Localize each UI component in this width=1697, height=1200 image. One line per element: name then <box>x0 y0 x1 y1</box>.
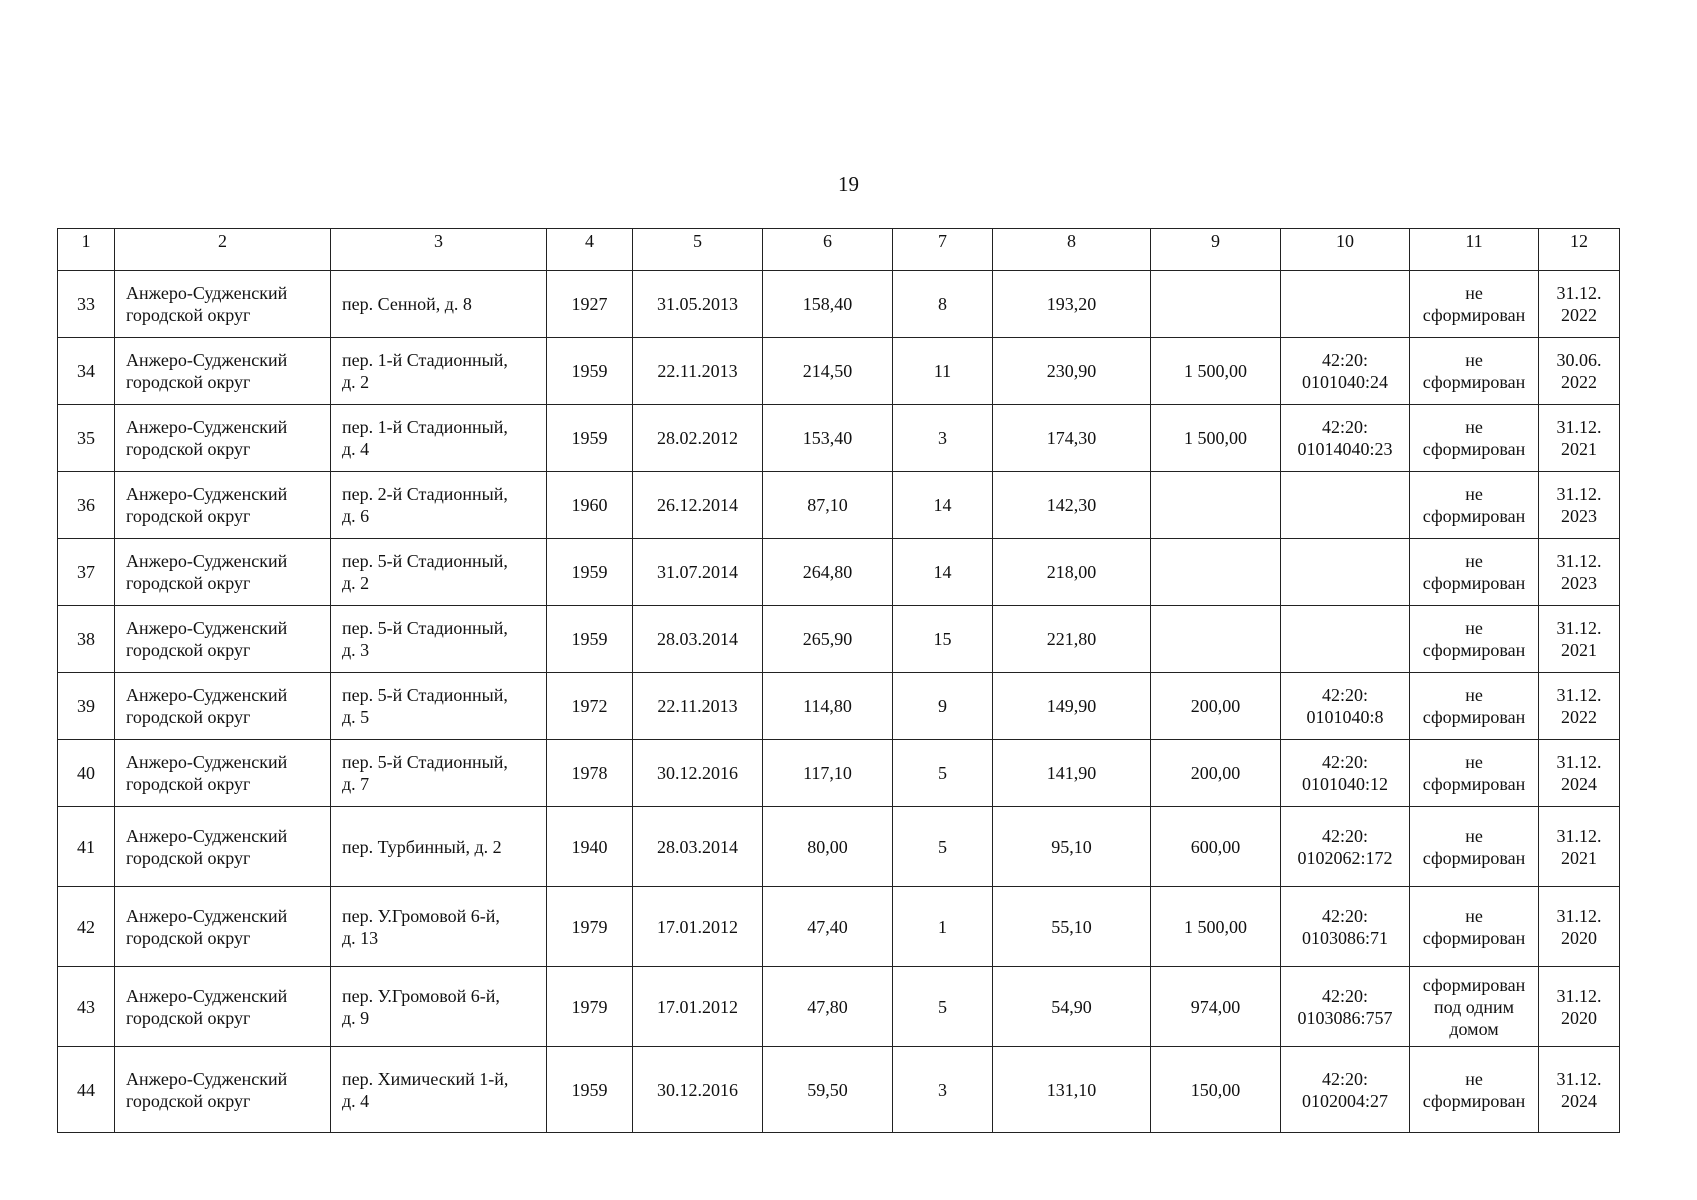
land-area-cell: 200,00 <box>1151 740 1281 807</box>
cadastral-number-cell <box>1281 673 1410 740</box>
column-header: 4 <box>547 229 633 271</box>
address-text: д. 4 <box>342 1090 370 1111</box>
column-header: 3 <box>331 229 547 271</box>
total-area-cell: 149,90 <box>993 673 1151 740</box>
land-area-cell: 1 500,00 <box>1151 887 1281 967</box>
municipality-text: Анжеро-Судженский <box>126 283 288 303</box>
area-cell: 47,40 <box>763 887 893 967</box>
address-text: д. 2 <box>342 372 370 392</box>
deadline-cell <box>1539 740 1620 807</box>
area-cell: 87,10 <box>763 472 893 539</box>
column-number-row <box>58 229 1620 271</box>
municipality-text: Анжеро-Судженский <box>126 905 288 926</box>
inspection-date-cell: 17.01.2012 <box>633 967 763 1047</box>
municipality-cell <box>115 807 331 887</box>
municipality-text: Анжеро-Судженский <box>126 417 288 437</box>
deadline-text: 31.12. <box>1556 825 1602 846</box>
land-plot-status-text: сформирован <box>1422 1090 1526 1111</box>
row-number-cell: 40 <box>58 740 115 807</box>
year-built-cell: 1959 <box>547 606 633 673</box>
row-number-cell: 39 <box>58 673 115 740</box>
municipality-cell <box>115 405 331 472</box>
deadline-cell <box>1539 967 1620 1047</box>
column-header: 7 <box>893 229 993 271</box>
column-header: 1 <box>58 229 115 271</box>
cadastral-number-text: 42:20: <box>1321 417 1368 437</box>
land-area-cell: 1 500,00 <box>1151 338 1281 405</box>
address-cell <box>331 338 547 405</box>
deadline-text: 2022 <box>1561 707 1597 727</box>
year-built-cell: 1959 <box>547 405 633 472</box>
address-text: пер. Турбинный, д. 2 <box>342 836 502 857</box>
municipality-text: Анжеро-Судженский <box>126 752 288 772</box>
area-cell: 47,80 <box>763 967 893 1047</box>
column-header: 5 <box>633 229 763 271</box>
land-plot-status-cell <box>1410 673 1539 740</box>
land-plot-status-text: сформирован <box>1422 707 1526 727</box>
address-cell <box>331 405 547 472</box>
total-area-cell: 131,10 <box>993 1047 1151 1133</box>
deadline-text: 2022 <box>1561 305 1597 325</box>
deadline-cell <box>1539 887 1620 967</box>
table-row <box>58 887 1620 967</box>
address-text: пер. 5-й Стадионный, <box>342 752 508 772</box>
cadastral-number-text: 0101040:8 <box>1306 707 1384 727</box>
municipality-text: городской округ <box>126 305 251 325</box>
cadastral-number-text: 42:20: <box>1321 752 1368 772</box>
address-cell <box>331 271 547 338</box>
address-text: д. 4 <box>342 439 370 459</box>
total-area-cell: 141,90 <box>993 740 1151 807</box>
area-cell: 265,90 <box>763 606 893 673</box>
housing-registry-table <box>57 228 1620 1133</box>
land-plot-status-text: сформирован <box>1422 640 1526 660</box>
land-area-cell: 1 500,00 <box>1151 405 1281 472</box>
municipality-text: Анжеро-Судженский <box>126 618 288 638</box>
address-text: пер. 5-й Стадионный, <box>342 551 508 571</box>
deadline-text: 31.12. <box>1556 1068 1602 1089</box>
residents-count-cell: 5 <box>893 967 993 1047</box>
cadastral-number-text: 0103086:757 <box>1297 1007 1393 1028</box>
residents-count-cell: 9 <box>893 673 993 740</box>
total-area-cell: 218,00 <box>993 539 1151 606</box>
deadline-cell <box>1539 1047 1620 1133</box>
table-row <box>58 539 1620 606</box>
deadline-cell <box>1539 606 1620 673</box>
land-plot-status-cell <box>1410 740 1539 807</box>
column-header: 11 <box>1410 229 1539 271</box>
row-number-cell: 33 <box>58 271 115 338</box>
land-plot-status-text: не <box>1465 484 1483 504</box>
total-area-cell: 142,30 <box>993 472 1151 539</box>
address-text: пер. У.Громовой 6-й, <box>342 905 500 926</box>
land-plot-status-cell <box>1410 472 1539 539</box>
year-built-cell: 1972 <box>547 673 633 740</box>
area-cell: 117,10 <box>763 740 893 807</box>
table-body <box>58 229 1620 1133</box>
municipality-text: Анжеро-Судженский <box>126 985 288 1006</box>
land-area-cell: 600,00 <box>1151 807 1281 887</box>
address-text: пер. Сенной, д. 8 <box>342 294 472 314</box>
year-built-cell: 1959 <box>547 1047 633 1133</box>
land-plot-status-cell <box>1410 405 1539 472</box>
residents-count-cell: 11 <box>893 338 993 405</box>
address-text: пер. 1-й Стадионный, <box>342 417 508 437</box>
cadastral-number-cell <box>1281 807 1410 887</box>
address-text: пер. 5-й Стадионный, <box>342 618 508 638</box>
land-plot-status-text: сформирован <box>1422 372 1526 392</box>
land-plot-status-text: сформирован <box>1422 439 1526 459</box>
total-area-cell: 174,30 <box>993 405 1151 472</box>
year-built-cell: 1978 <box>547 740 633 807</box>
land-area-cell <box>1151 606 1281 673</box>
residents-count-cell: 1 <box>893 887 993 967</box>
deadline-text: 31.12. <box>1556 905 1602 926</box>
year-built-cell: 1960 <box>547 472 633 539</box>
land-plot-status-text: не <box>1465 1068 1483 1089</box>
inspection-date-cell: 28.02.2012 <box>633 405 763 472</box>
year-built-cell: 1927 <box>547 271 633 338</box>
land-plot-status-text: сформирован <box>1422 506 1526 526</box>
municipality-cell <box>115 472 331 539</box>
cadastral-number-cell <box>1281 405 1410 472</box>
residents-count-cell: 3 <box>893 1047 993 1133</box>
column-header: 8 <box>993 229 1151 271</box>
row-number-cell: 43 <box>58 967 115 1047</box>
column-header: 6 <box>763 229 893 271</box>
cadastral-number-text: 42:20: <box>1321 1068 1368 1089</box>
municipality-text: городской округ <box>126 707 251 727</box>
deadline-text: 31.12. <box>1556 752 1602 772</box>
municipality-cell <box>115 338 331 405</box>
land-plot-status-cell <box>1410 1047 1539 1133</box>
municipality-text: Анжеро-Судженский <box>126 825 288 846</box>
inspection-date-cell: 31.07.2014 <box>633 539 763 606</box>
deadline-text: 2020 <box>1561 927 1597 948</box>
land-plot-status-text: не <box>1465 618 1483 638</box>
address-cell <box>331 539 547 606</box>
deadline-text: 2021 <box>1561 847 1597 868</box>
deadline-text: 2023 <box>1561 506 1597 526</box>
municipality-text: Анжеро-Судженский <box>126 1068 288 1089</box>
land-plot-status-text: сформирован <box>1422 974 1526 995</box>
address-text: пер. 5-й Стадионный, <box>342 685 508 705</box>
inspection-date-cell: 17.01.2012 <box>633 887 763 967</box>
deadline-text: 31.12. <box>1556 283 1602 303</box>
address-text: д. 2 <box>342 573 370 593</box>
municipality-text: городской округ <box>126 506 251 526</box>
municipality-cell <box>115 539 331 606</box>
area-cell: 158,40 <box>763 271 893 338</box>
municipality-cell <box>115 673 331 740</box>
land-plot-status-text: не <box>1465 283 1483 303</box>
address-text: пер. Химический 1-й, <box>342 1068 509 1089</box>
land-plot-status-text: сформирован <box>1422 847 1526 868</box>
cadastral-number-text: 42:20: <box>1321 350 1368 370</box>
cadastral-number-cell <box>1281 1047 1410 1133</box>
address-cell <box>331 887 547 967</box>
cadastral-number-text: 01014040:23 <box>1297 439 1393 459</box>
address-text: д. 3 <box>342 640 370 660</box>
municipality-text: городской округ <box>126 640 251 660</box>
cadastral-number-cell <box>1281 539 1410 606</box>
column-header: 9 <box>1151 229 1281 271</box>
deadline-cell <box>1539 539 1620 606</box>
year-built-cell: 1959 <box>547 338 633 405</box>
land-plot-status-text: не <box>1465 752 1483 772</box>
deadline-text: 2023 <box>1561 573 1597 593</box>
land-area-cell: 150,00 <box>1151 1047 1281 1133</box>
deadline-text: 31.12. <box>1556 551 1602 571</box>
total-area-cell: 55,10 <box>993 887 1151 967</box>
municipality-cell <box>115 1047 331 1133</box>
column-header: 2 <box>115 229 331 271</box>
row-number-cell: 35 <box>58 405 115 472</box>
land-area-cell: 974,00 <box>1151 967 1281 1047</box>
land-plot-status-cell <box>1410 271 1539 338</box>
total-area-cell: 95,10 <box>993 807 1151 887</box>
land-plot-status-cell <box>1410 539 1539 606</box>
deadline-text: 2021 <box>1561 439 1597 459</box>
residents-count-cell: 5 <box>893 740 993 807</box>
land-area-cell <box>1151 539 1281 606</box>
cadastral-number-cell <box>1281 338 1410 405</box>
residents-count-cell: 14 <box>893 472 993 539</box>
address-cell <box>331 807 547 887</box>
land-plot-status-text: не <box>1465 825 1483 846</box>
cadastral-number-text: 0102004:27 <box>1301 1090 1388 1111</box>
municipality-cell <box>115 271 331 338</box>
address-cell <box>331 673 547 740</box>
address-cell <box>331 606 547 673</box>
deadline-cell <box>1539 271 1620 338</box>
inspection-date-cell: 28.03.2014 <box>633 606 763 673</box>
deadline-text: 2024 <box>1561 774 1597 794</box>
cadastral-number-cell <box>1281 271 1410 338</box>
address-text: д. 6 <box>342 506 370 526</box>
deadline-text: 31.12. <box>1556 985 1602 1006</box>
land-area-cell <box>1151 271 1281 338</box>
row-number-cell: 41 <box>58 807 115 887</box>
address-text: д. 13 <box>342 927 379 948</box>
residents-count-cell: 8 <box>893 271 993 338</box>
land-plot-status-text: не <box>1465 905 1483 926</box>
cadastral-number-text: 42:20: <box>1321 985 1368 1006</box>
address-cell <box>331 967 547 1047</box>
total-area-cell: 230,90 <box>993 338 1151 405</box>
municipality-text: городской округ <box>126 927 251 948</box>
deadline-text: 31.12. <box>1556 417 1602 437</box>
municipality-text: городской округ <box>126 774 251 794</box>
deadline-cell <box>1539 338 1620 405</box>
deadline-cell <box>1539 673 1620 740</box>
column-header: 10 <box>1281 229 1410 271</box>
deadline-text: 30.06. <box>1556 350 1602 370</box>
address-text: пер. 2-й Стадионный, <box>342 484 508 504</box>
deadline-cell <box>1539 807 1620 887</box>
table-row <box>58 967 1620 1047</box>
land-area-cell <box>1151 472 1281 539</box>
deadline-text: 31.12. <box>1556 685 1602 705</box>
land-plot-status-text: не <box>1465 350 1483 370</box>
land-area-cell: 200,00 <box>1151 673 1281 740</box>
land-plot-status-cell <box>1410 967 1539 1047</box>
table-row <box>58 338 1620 405</box>
land-plot-status-cell <box>1410 606 1539 673</box>
residents-count-cell: 5 <box>893 807 993 887</box>
cadastral-number-text: 0102062:172 <box>1297 847 1393 868</box>
address-text: пер. У.Громовой 6-й, <box>342 985 500 1006</box>
table-row <box>58 807 1620 887</box>
total-area-cell: 54,90 <box>993 967 1151 1047</box>
municipality-cell <box>115 606 331 673</box>
cadastral-number-text: 0101040:12 <box>1301 774 1388 794</box>
area-cell: 80,00 <box>763 807 893 887</box>
cadastral-number-cell <box>1281 606 1410 673</box>
year-built-cell: 1979 <box>547 967 633 1047</box>
cadastral-number-text: 42:20: <box>1321 825 1368 846</box>
row-number-cell: 34 <box>58 338 115 405</box>
deadline-text: 2022 <box>1561 372 1597 392</box>
table-row <box>58 472 1620 539</box>
deadline-text: 2024 <box>1561 1090 1597 1111</box>
deadline-text: 31.12. <box>1556 484 1602 504</box>
cadastral-number-cell <box>1281 740 1410 807</box>
land-plot-status-cell <box>1410 807 1539 887</box>
deadline-text: 2020 <box>1561 1007 1597 1028</box>
land-plot-status-cell <box>1410 887 1539 967</box>
municipality-text: городской округ <box>126 847 251 868</box>
address-cell <box>331 472 547 539</box>
row-number-cell: 44 <box>58 1047 115 1133</box>
table-row <box>58 1047 1620 1133</box>
row-number-cell: 36 <box>58 472 115 539</box>
residents-count-cell: 14 <box>893 539 993 606</box>
inspection-date-cell: 22.11.2013 <box>633 338 763 405</box>
row-number-cell: 38 <box>58 606 115 673</box>
inspection-date-cell: 30.12.2016 <box>633 1047 763 1133</box>
cadastral-number-text: 0101040:24 <box>1301 372 1388 392</box>
land-plot-status-text: сформирован <box>1422 305 1526 325</box>
land-plot-status-text: не <box>1465 417 1483 437</box>
deadline-text: 31.12. <box>1556 618 1602 638</box>
inspection-date-cell: 31.05.2013 <box>633 271 763 338</box>
column-header: 12 <box>1539 229 1620 271</box>
total-area-cell: 193,20 <box>993 271 1151 338</box>
inspection-date-cell: 22.11.2013 <box>633 673 763 740</box>
municipality-cell <box>115 740 331 807</box>
municipality-text: Анжеро-Судженский <box>126 350 288 370</box>
year-built-cell: 1940 <box>547 807 633 887</box>
cadastral-number-cell <box>1281 472 1410 539</box>
address-text: д. 5 <box>342 707 370 727</box>
land-plot-status-cell <box>1410 338 1539 405</box>
land-plot-status-text: под одним <box>1433 996 1515 1017</box>
table-row <box>58 740 1620 807</box>
address-text: д. 9 <box>342 1007 370 1028</box>
land-plot-status-text: не <box>1465 551 1483 571</box>
municipality-text: городской округ <box>126 372 251 392</box>
cadastral-number-text: 42:20: <box>1321 905 1368 926</box>
total-area-cell: 221,80 <box>993 606 1151 673</box>
address-text: пер. 1-й Стадионный, <box>342 350 508 370</box>
cadastral-number-cell <box>1281 887 1410 967</box>
page-number: 19 <box>838 172 859 196</box>
land-plot-status-text: сформирован <box>1422 927 1526 948</box>
deadline-cell <box>1539 405 1620 472</box>
cadastral-number-cell <box>1281 967 1410 1047</box>
municipality-text: Анжеро-Судженский <box>126 551 288 571</box>
row-number-cell: 42 <box>58 887 115 967</box>
address-text: д. 7 <box>342 774 370 794</box>
inspection-date-cell: 26.12.2014 <box>633 472 763 539</box>
address-cell <box>331 1047 547 1133</box>
municipality-cell <box>115 967 331 1047</box>
address-cell <box>331 740 547 807</box>
area-cell: 264,80 <box>763 539 893 606</box>
area-cell: 214,50 <box>763 338 893 405</box>
municipality-text: Анжеро-Судженский <box>126 685 288 705</box>
row-number-cell: 37 <box>58 539 115 606</box>
residents-count-cell: 15 <box>893 606 993 673</box>
land-plot-status-text: сформирован <box>1422 573 1526 593</box>
municipality-text: городской округ <box>126 1090 251 1111</box>
inspection-date-cell: 28.03.2014 <box>633 807 763 887</box>
area-cell: 114,80 <box>763 673 893 740</box>
cadastral-number-text: 42:20: <box>1321 685 1368 705</box>
municipality-text: городской округ <box>126 1007 251 1028</box>
area-cell: 153,40 <box>763 405 893 472</box>
table-row <box>58 673 1620 740</box>
land-plot-status-text: сформирован <box>1422 774 1526 794</box>
land-plot-status-text: не <box>1465 685 1483 705</box>
deadline-text: 2021 <box>1561 640 1597 660</box>
year-built-cell: 1979 <box>547 887 633 967</box>
table-row <box>58 405 1620 472</box>
year-built-cell: 1959 <box>547 539 633 606</box>
table-row <box>58 271 1620 338</box>
municipality-text: городской округ <box>126 439 251 459</box>
municipality-text: Анжеро-Судженский <box>126 484 288 504</box>
inspection-date-cell: 30.12.2016 <box>633 740 763 807</box>
cadastral-number-text: 0103086:71 <box>1301 927 1388 948</box>
deadline-cell <box>1539 472 1620 539</box>
municipality-cell <box>115 887 331 967</box>
area-cell: 59,50 <box>763 1047 893 1133</box>
residents-count-cell: 3 <box>893 405 993 472</box>
land-plot-status-text: домом <box>1449 1018 1499 1039</box>
table-row <box>58 606 1620 673</box>
municipality-text: городской округ <box>126 573 251 593</box>
